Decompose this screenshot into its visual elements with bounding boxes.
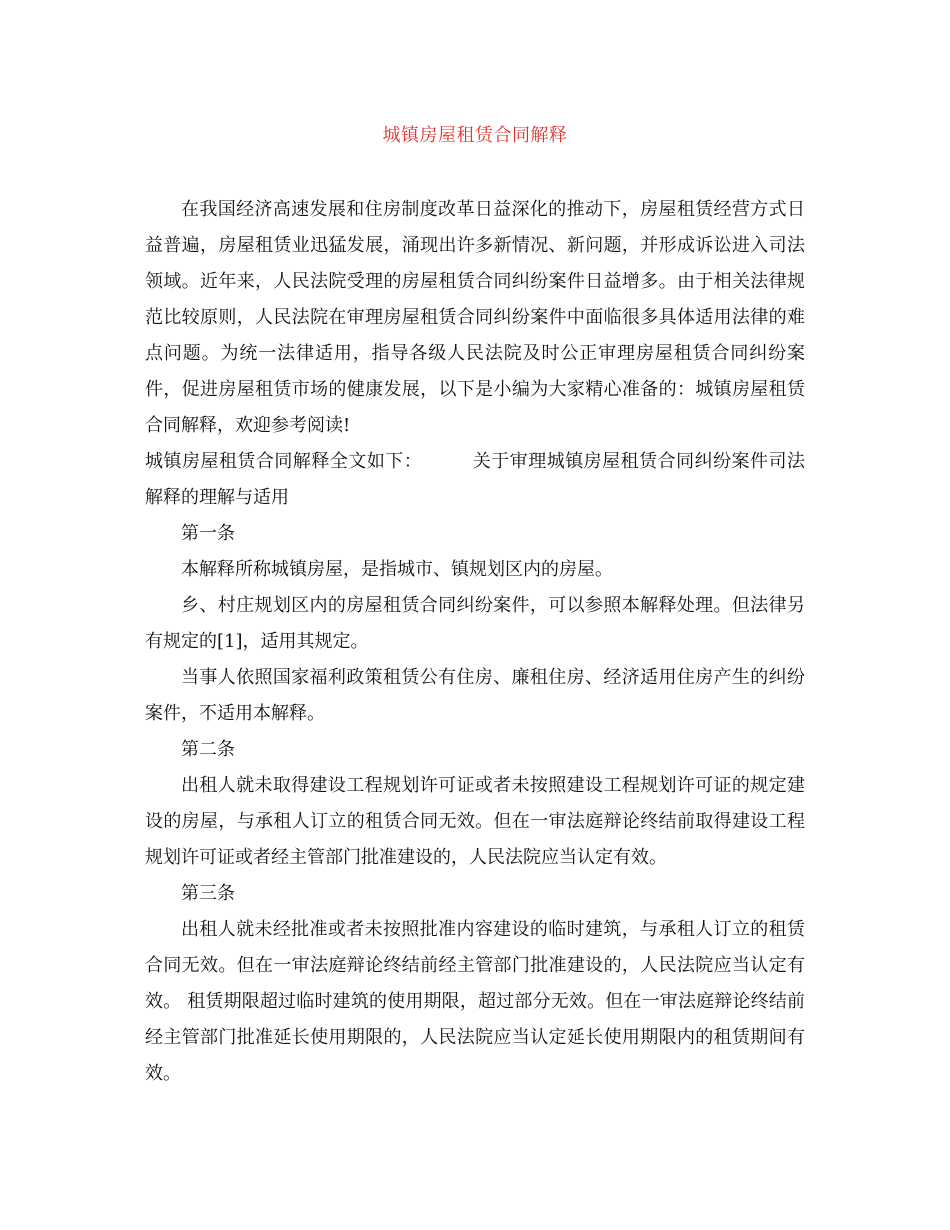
fulltext-line <box>145 444 805 516</box>
article-1-paragraph-2: 乡、村庄规划区内的房屋租赁合同纠纷案件，可以参照本解释处理。但法律另有规定的[1]，适用其规定。 <box>145 595 805 652</box>
article-3-heading: 第三条 <box>181 883 235 904</box>
fulltext-title: 关于审理城镇房屋租赁合同纠纷案件司法解释的理解与适用 <box>145 451 806 508</box>
article-1-heading: 第一条 <box>181 523 235 544</box>
document-title: 城镇房屋租赁合同解释 <box>382 125 568 146</box>
intro-paragraph: 在我国经济高速发展和住房制度改革日益深化的推动下，房屋租赁经营方式日益普遍，房屋租赁业迅猛发展，涌现出许多新情况、新问题，并形成诉讼进入司法领域。近年来，人民法院受理的房屋租赁合同纠纷案件日益增多。由于相关法律规范比较原则，人民法院在审理房屋租赁合同纠纷案件中面临很多具体适用法律的难点问题。为统一法律适用，指导各级人民法院及时公正审理房屋租赁合同纠纷案件，促进房屋租赁市场的健康发展，以下是小编为大家精心准备的：城镇房屋租赁合同解释，欢迎参考阅读! <box>145 199 805 436</box>
article-1-paragraph-1: 本解释所称城镇房屋，是指城市、镇规划区内的房屋。 <box>181 559 613 580</box>
fulltext-label: 城镇房屋租赁合同解释全文如下： <box>145 451 423 472</box>
article-2-heading: 第二条 <box>181 739 235 760</box>
article-3-paragraph-1: 出租人就未经批准或者未按照批准内容建设的临时建筑，与承租人订立的租赁合同无效。但在一审法庭辩论终结前经主管部门批准建设的，人民法院应当认定有效。 租赁期限超过临时建筑的使用期限，超过部分无效。但在一审法庭辩论终结前经主管部门批准延长使用期限的，人民法院应当认定延长使用期限内的租赁期间有效。 <box>145 919 805 1084</box>
article-2-paragraph-1: 出租人就未取得建设工程规划许可证或者未按照建设工程规划许可证的规定建设的房屋，与承租人订立的租赁合同无效。但在一审法庭辩论终结前取得建设工程规划许可证或者经主管部门批准建设的，人民法院应当认定有效。 <box>145 775 805 868</box>
article-1-paragraph-3: 当事人依照国家福利政策租赁公有住房、廉租住房、经济适用住房产生的纠纷案件，不适用本解释。 <box>145 667 805 724</box>
document-body <box>145 192 805 1092</box>
